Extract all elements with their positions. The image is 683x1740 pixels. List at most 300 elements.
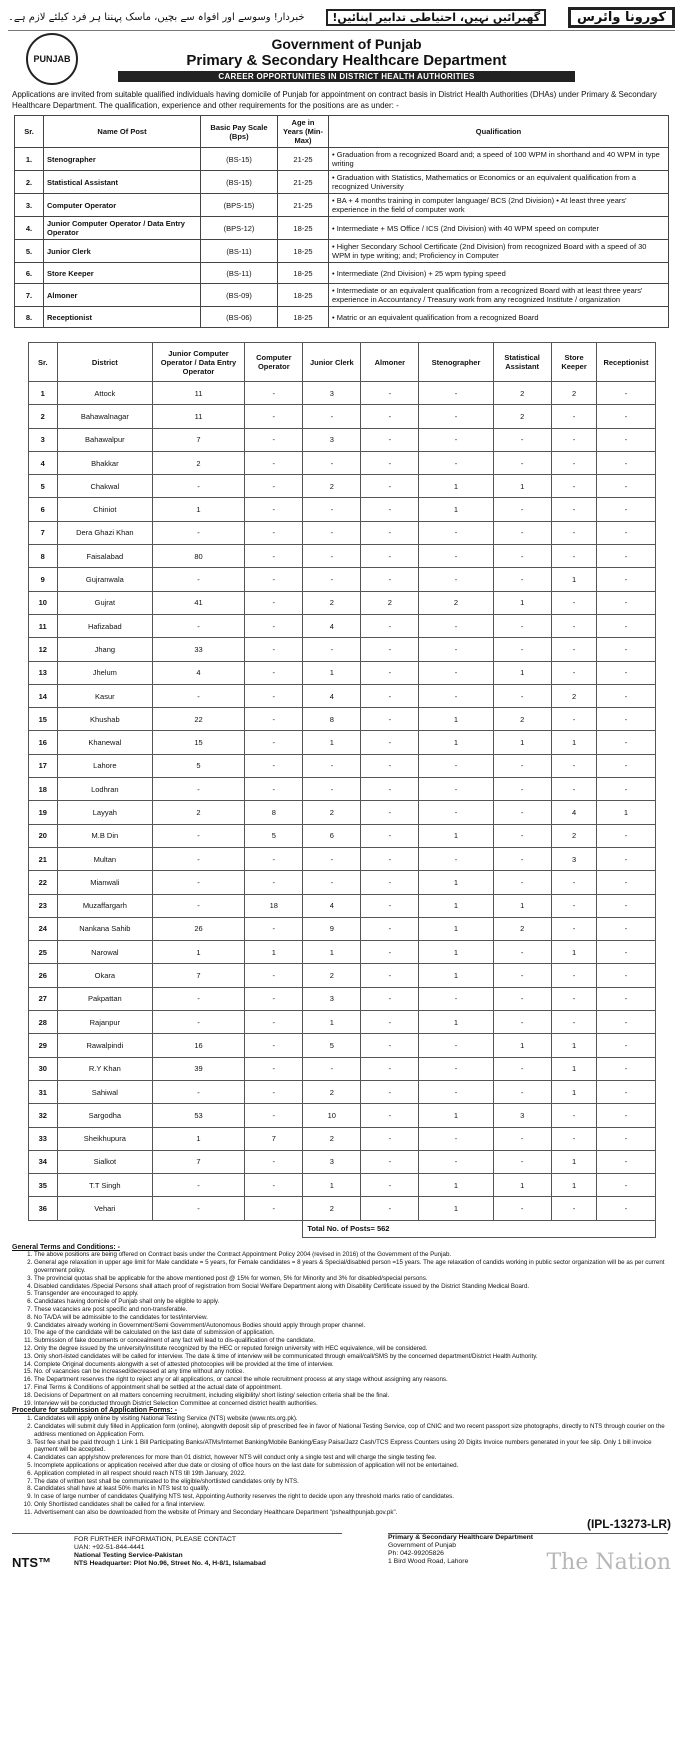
district-cell: -	[493, 941, 551, 964]
district-cell: -	[597, 894, 655, 917]
district-cell: -	[245, 382, 303, 405]
district-row	[28, 917, 655, 940]
district-row	[28, 638, 655, 661]
district-row	[28, 661, 655, 684]
general-term-item: 8. No TA/DA will be admissible to the candidates for test/interview.	[34, 1314, 671, 1322]
punjab-logo-icon	[26, 33, 78, 85]
procedure-item: 2. Candidates will submit duly filled in Application form (online), alongwith deposit slip of prescribed fee in favor of National Testing Service, cop of CNIC and two recent passport size photographs, directly to NTS through courier on the address mentioned on Application Form.	[34, 1423, 671, 1439]
district-cell: -	[152, 987, 245, 1010]
district-cell: -	[152, 847, 245, 870]
district-cell: -	[152, 475, 245, 498]
district-cell: 1	[303, 1011, 361, 1034]
posts-cell: (BPS-15)	[201, 194, 278, 217]
district-cell: -	[245, 964, 303, 987]
district-row	[28, 475, 655, 498]
district-cell: -	[361, 964, 419, 987]
district-cell: -	[245, 1174, 303, 1197]
district-cell: -	[597, 778, 655, 801]
district-cell: 2	[152, 801, 245, 824]
district-cell: -	[551, 917, 597, 940]
district-cell: -	[419, 684, 493, 707]
nts-line: UAN: +92-51-844-4441	[74, 1543, 145, 1551]
district-cell: 26	[28, 964, 58, 987]
district-cell: Sargodha	[58, 1104, 153, 1127]
district-cell: -	[361, 428, 419, 451]
district-cell: -	[361, 801, 419, 824]
district-cell: -	[551, 987, 597, 1010]
district-cell: 18	[28, 778, 58, 801]
nts-line: NTS Headquarter: Plot No.96, Street No. 4, H-8/1, Islamabad	[74, 1560, 266, 1568]
district-cell: -	[419, 801, 493, 824]
posts-cell: (BS-11)	[201, 263, 278, 284]
district-cell: -	[245, 545, 303, 568]
logo-text: PUNJAB	[33, 54, 71, 64]
posts-cell: 3.	[15, 194, 44, 217]
district-cell: 2	[303, 964, 361, 987]
district-cell: 4	[28, 451, 58, 474]
district-cell: -	[361, 731, 419, 754]
urdu-corona-label: کورونا وائرس	[568, 7, 675, 28]
district-cell: 3	[551, 847, 597, 870]
district-cell: 1	[419, 917, 493, 940]
district-cell: 4	[152, 661, 245, 684]
district-cell: 6	[28, 498, 58, 521]
district-cell: -	[493, 614, 551, 637]
nts-line: National Testing Service-Pakistan	[74, 1551, 183, 1559]
posts-cell: • Matric or an equivalent qualification from a recognized Board	[329, 307, 669, 328]
district-cell: -	[597, 824, 655, 847]
district-cell: -	[597, 1011, 655, 1034]
posts-cell: 7.	[15, 284, 44, 307]
district-row	[28, 451, 655, 474]
district-cell: -	[152, 568, 245, 591]
district-cell: -	[551, 521, 597, 544]
district-cell: 10	[28, 591, 58, 614]
district-cell: -	[303, 778, 361, 801]
district-cell: -	[597, 708, 655, 731]
district-cell: Jhelum	[58, 661, 153, 684]
general-term-item: 11. Submission of fake documents or concealment of any fact will lead to dis-qualification of the candidate.	[34, 1337, 671, 1345]
district-cell: -	[361, 498, 419, 521]
district-cell: -	[152, 778, 245, 801]
posts-cell: Junior Computer Operator / Data Entry Operator	[44, 217, 201, 240]
district-cell: 3	[303, 1150, 361, 1173]
district-cell: Sahiwal	[58, 1080, 153, 1103]
district-cell: Okara	[58, 964, 153, 987]
procedure-item: 1. Candidates will apply online by visiting National Testing Service (NTS) website (www.nts.org.pk).	[34, 1415, 671, 1423]
district-header-cell: Junior Clerk	[303, 343, 361, 382]
district-cell: -	[152, 684, 245, 707]
district-cell: -	[245, 1057, 303, 1080]
nts-contact-box	[12, 1533, 342, 1572]
district-cell: -	[152, 521, 245, 544]
district-cell: Pakpattan	[58, 987, 153, 1010]
district-header-cell: District	[58, 343, 153, 382]
district-cell: T.T Singh	[58, 1174, 153, 1197]
district-row	[28, 614, 655, 637]
posts-cell: (BS-09)	[201, 284, 278, 307]
district-header-cell: Almoner	[361, 343, 419, 382]
district-cell: 1	[493, 1034, 551, 1057]
district-cell: 1	[551, 1150, 597, 1173]
district-cell: 9	[303, 917, 361, 940]
district-cell: 1	[597, 801, 655, 824]
general-term-item: 4. Disabled candidates /Special Persons shall attach proof of registration from Social Welfare Department along with Disability Certificate issued by the District Standing Medical Board.	[34, 1283, 671, 1291]
district-cell: -	[245, 871, 303, 894]
posts-cell: • BA + 4 months training in computer language/ BCS (2nd Division) • At least three years' experience in the field of computer work	[329, 194, 669, 217]
district-cell: -	[419, 661, 493, 684]
district-row	[28, 894, 655, 917]
career-banner: CAREER OPPORTUNITIES IN DISTRICT HEALTH AUTHORITIES	[118, 71, 575, 82]
district-header-cell: Receptionist	[597, 343, 655, 382]
posts-cell: • Intermediate or an equivalent qualification from a recognized Board with at least three years' experience in Accountancy / Treasury work from any recognized Institute / organization	[329, 284, 669, 307]
district-cell: -	[245, 638, 303, 661]
posts-cell: • Intermediate + MS Office / ICS (2nd Division) with 40 WPM speed on computer	[329, 217, 669, 240]
district-cell: -	[361, 638, 419, 661]
district-cell: -	[597, 731, 655, 754]
district-cell: Rawalpindi	[58, 1034, 153, 1057]
district-cell: -	[361, 1034, 419, 1057]
district-cell: -	[245, 917, 303, 940]
terms-section	[12, 1244, 671, 1517]
district-cell: -	[551, 894, 597, 917]
district-cell: -	[493, 545, 551, 568]
district-cell: Mianwali	[58, 871, 153, 894]
district-row	[28, 824, 655, 847]
district-cell: -	[245, 1150, 303, 1173]
district-cell: 2	[551, 382, 597, 405]
procedure-item: 3. Test fee shall be paid through 1 Link 1 Bill Participating Banks/ATMs/Internet Banking/Mobile Banking/Easy Paisa/Jazz Cash/TCS Express Counters using 20 Digits Invoice numbers generated in your fee slip. Only 1 bill invoice payment will be accepted.	[34, 1439, 671, 1455]
posts-row	[15, 171, 669, 194]
district-cell: 14	[28, 684, 58, 707]
district-cell: -	[361, 1127, 419, 1150]
posts-cell: 1.	[15, 148, 44, 171]
district-cell: R.Y Khan	[58, 1057, 153, 1080]
district-cell: -	[152, 894, 245, 917]
district-cell: 31	[28, 1080, 58, 1103]
district-cell: -	[152, 1197, 245, 1220]
district-cell: -	[493, 498, 551, 521]
district-cell: -	[361, 568, 419, 591]
district-cell: Lahore	[58, 754, 153, 777]
district-cell: -	[152, 1174, 245, 1197]
posts-cell: (BS-06)	[201, 307, 278, 328]
district-row	[28, 1104, 655, 1127]
district-cell: 1	[419, 731, 493, 754]
district-cell: -	[419, 638, 493, 661]
district-cell: 8	[245, 801, 303, 824]
district-cell: -	[493, 684, 551, 707]
district-cell: 19	[28, 801, 58, 824]
district-cell: -	[152, 614, 245, 637]
district-row	[28, 987, 655, 1010]
procedure-item: 4. Candidates can apply/show preferences for more than 01 district, however NTS will conduct only a single test and will charge the single testing fee.	[34, 1454, 671, 1462]
district-cell: -	[361, 521, 419, 544]
district-row	[28, 1127, 655, 1150]
district-row	[28, 428, 655, 451]
district-cell: 1	[419, 475, 493, 498]
posts-cell: 8.	[15, 307, 44, 328]
district-cell: 5	[28, 475, 58, 498]
government-title: Government of Punjab	[271, 36, 422, 52]
district-cell: 1	[493, 661, 551, 684]
district-header-cell: Statistical Assistant	[493, 343, 551, 382]
district-cell: Kasur	[58, 684, 153, 707]
posts-cell: • Graduation with Statistics, Mathematics or Economics or an equivalent qualification from a recognized University	[329, 171, 669, 194]
posts-table	[14, 115, 669, 328]
district-cell: Bahawalnagar	[58, 405, 153, 428]
district-row	[28, 964, 655, 987]
district-cell: Gujranwala	[58, 568, 153, 591]
district-cell: 21	[28, 847, 58, 870]
district-cell: -	[419, 1080, 493, 1103]
district-cell: -	[361, 847, 419, 870]
district-table	[28, 342, 656, 1238]
district-cell: 8	[303, 708, 361, 731]
district-cell: 1	[419, 871, 493, 894]
district-cell: 12	[28, 638, 58, 661]
district-cell: -	[303, 847, 361, 870]
footer	[8, 1516, 675, 1575]
posts-cell: Receptionist	[44, 307, 201, 328]
district-cell: -	[597, 661, 655, 684]
posts-header-cell: Age in Years (Min-Max)	[278, 116, 329, 148]
ipl-code: (IPL-13273-LR)	[586, 1516, 671, 1531]
district-cell: -	[419, 405, 493, 428]
district-cell: -	[361, 1150, 419, 1173]
district-cell: 1	[419, 1011, 493, 1034]
district-cell: 1	[419, 1104, 493, 1127]
posts-cell: Computer Operator	[44, 194, 201, 217]
district-cell: -	[597, 847, 655, 870]
district-cell: 7	[245, 1127, 303, 1150]
district-cell: 2	[361, 591, 419, 614]
district-cell: 22	[152, 708, 245, 731]
district-cell: -	[551, 591, 597, 614]
urdu-caution: گھبرائیں نہیں، احتیاطی تدابیر اپنائیں!	[326, 9, 546, 26]
district-cell: -	[551, 964, 597, 987]
district-row	[28, 871, 655, 894]
district-cell: 53	[152, 1104, 245, 1127]
posts-cell: 2.	[15, 171, 44, 194]
district-cell: 1	[419, 1174, 493, 1197]
district-cell: 1	[493, 894, 551, 917]
district-cell: 2	[303, 475, 361, 498]
district-row	[28, 778, 655, 801]
district-cell: -	[152, 1080, 245, 1103]
district-cell: -	[361, 917, 419, 940]
district-cell: 39	[152, 1057, 245, 1080]
district-cell: 2	[303, 1080, 361, 1103]
district-cell: -	[493, 1197, 551, 1220]
general-term-item: 14. Complete Original documents alongwith a set of attested photocopies will be provided at the time of interview.	[34, 1361, 671, 1369]
district-cell: 24	[28, 917, 58, 940]
district-cell: 7	[152, 1150, 245, 1173]
district-cell: 28	[28, 1011, 58, 1034]
district-cell: 2	[303, 1197, 361, 1220]
district-cell: -	[361, 871, 419, 894]
district-cell: 1	[551, 1174, 597, 1197]
district-cell: -	[493, 1080, 551, 1103]
district-cell: -	[245, 1197, 303, 1220]
district-cell: -	[551, 614, 597, 637]
district-row	[28, 521, 655, 544]
district-cell: 22	[28, 871, 58, 894]
district-cell: -	[597, 638, 655, 661]
district-cell: -	[361, 1057, 419, 1080]
district-row	[28, 1174, 655, 1197]
posts-cell: 18-25	[278, 284, 329, 307]
district-cell: -	[493, 964, 551, 987]
posts-row	[15, 240, 669, 263]
psd-line: Primary & Secondary Healthcare Department	[388, 1533, 534, 1541]
district-cell: 29	[28, 1034, 58, 1057]
district-cell: -	[493, 987, 551, 1010]
district-cell: -	[597, 917, 655, 940]
district-cell: 1	[419, 1197, 493, 1220]
district-cell: 6	[303, 824, 361, 847]
district-cell: -	[245, 847, 303, 870]
district-row	[28, 591, 655, 614]
district-cell: -	[419, 1127, 493, 1150]
district-cell: 4	[303, 614, 361, 637]
district-row	[28, 568, 655, 591]
district-cell: -	[493, 1127, 551, 1150]
district-header-cell: Junior Computer Operator / Data Entry Operator	[152, 343, 245, 382]
district-cell: -	[245, 684, 303, 707]
district-cell: -	[245, 778, 303, 801]
district-row	[28, 684, 655, 707]
district-cell: 1	[152, 498, 245, 521]
district-cell: -	[303, 1057, 361, 1080]
nts-line: FOR FURTHER INFORMATION, PLEASE CONTACT	[74, 1535, 236, 1543]
district-cell: -	[303, 405, 361, 428]
posts-cell: 18-25	[278, 240, 329, 263]
posts-cell: Junior Clerk	[44, 240, 201, 263]
district-cell: -	[361, 708, 419, 731]
posts-row	[15, 194, 669, 217]
district-cell: 5	[152, 754, 245, 777]
district-cell: 1	[493, 591, 551, 614]
district-cell: 1	[493, 731, 551, 754]
district-cell: -	[245, 1080, 303, 1103]
district-cell: -	[597, 545, 655, 568]
district-cell: -	[303, 451, 361, 474]
district-cell: 3	[303, 987, 361, 1010]
advertisement-page	[8, 4, 675, 1575]
general-term-item: 2. General age relaxation in upper age limit for Male candidate = 5 years, for Female candidates = 8 years & Special/disabled person =15 years. The age relaxation of candids working in public sector organization will be as per current government policy.	[34, 1259, 671, 1275]
district-cell: -	[361, 1104, 419, 1127]
newspaper-watermark: The Nation	[546, 1549, 671, 1575]
district-cell: -	[493, 871, 551, 894]
district-cell: -	[361, 987, 419, 1010]
posts-cell: (BPS-12)	[201, 217, 278, 240]
district-row	[28, 731, 655, 754]
district-cell: -	[551, 1197, 597, 1220]
district-cell: 3	[493, 1104, 551, 1127]
district-cell: 1	[493, 1174, 551, 1197]
district-cell: -	[245, 987, 303, 1010]
district-cell: -	[361, 475, 419, 498]
district-cell: 13	[28, 661, 58, 684]
district-cell: -	[597, 684, 655, 707]
district-cell: 3	[303, 428, 361, 451]
district-cell: -	[597, 871, 655, 894]
posts-cell: (BS-15)	[201, 148, 278, 171]
district-cell: 9	[28, 568, 58, 591]
district-cell: -	[551, 498, 597, 521]
district-cell: -	[597, 498, 655, 521]
general-term-item: 9. Candidates already working in Government/Semi Government/Autonomous Bodies should apply through proper channel.	[34, 1322, 671, 1330]
district-cell: 1	[419, 708, 493, 731]
district-row	[28, 1150, 655, 1173]
district-cell: -	[361, 894, 419, 917]
district-cell: -	[245, 614, 303, 637]
district-cell: -	[597, 1197, 655, 1220]
posts-cell: • Graduation from a recognized Board and; a speed of 100 WPM in shorthand and 40 WPM in type writing	[329, 148, 669, 171]
district-cell: -	[597, 382, 655, 405]
district-cell: -	[419, 521, 493, 544]
general-term-item: 12. Only the degree issued by the university/institute recognized by the HEC or reputed foreign university with HEC equivalence, will be considered.	[34, 1345, 671, 1353]
district-cell: -	[361, 684, 419, 707]
posts-header-cell: Basic Pay Scale (Bps)	[201, 116, 278, 148]
posts-cell: 4.	[15, 217, 44, 240]
district-cell: -	[597, 1080, 655, 1103]
district-cell: 2	[419, 591, 493, 614]
district-cell: 26	[152, 917, 245, 940]
district-cell: -	[245, 731, 303, 754]
posts-cell: (BS-15)	[201, 171, 278, 194]
district-cell: 5	[303, 1034, 361, 1057]
district-cell: 1	[551, 1080, 597, 1103]
district-cell: 10	[303, 1104, 361, 1127]
district-cell: 1	[551, 1057, 597, 1080]
district-cell: 15	[28, 708, 58, 731]
posts-cell: Statistical Assistant	[44, 171, 201, 194]
district-cell: Nankana Sahib	[58, 917, 153, 940]
district-cell: -	[551, 754, 597, 777]
general-term-item: 15. No. of vacancies can be increased/decreased at any time without any notice.	[34, 1368, 671, 1376]
district-row	[28, 382, 655, 405]
district-cell: -	[361, 451, 419, 474]
district-cell: 11	[152, 405, 245, 428]
district-row	[28, 708, 655, 731]
district-cell: 5	[245, 824, 303, 847]
district-cell: 7	[152, 964, 245, 987]
district-row	[28, 801, 655, 824]
district-cell: Lodhran	[58, 778, 153, 801]
procedure-heading: Procedure for submission of Application Forms: -	[12, 1407, 178, 1415]
district-cell: 11	[28, 614, 58, 637]
district-cell: 2	[303, 801, 361, 824]
district-cell: -	[551, 451, 597, 474]
district-cell: -	[597, 941, 655, 964]
district-cell: 25	[28, 941, 58, 964]
posts-cell: 5.	[15, 240, 44, 263]
district-cell: Sheikhupura	[58, 1127, 153, 1150]
district-cell: -	[245, 1011, 303, 1034]
district-cell: Gujrat	[58, 591, 153, 614]
district-cell: -	[597, 964, 655, 987]
district-cell: -	[597, 405, 655, 428]
district-cell: 7	[28, 521, 58, 544]
district-cell: Sialkot	[58, 1150, 153, 1173]
district-cell: -	[419, 382, 493, 405]
procedure-item: 9. In case of large number of candidates Qualifying NTS test, Appointing Authority reserves the right to decide upon any threshold marks ratio of candidates.	[34, 1493, 671, 1501]
district-cell: -	[493, 451, 551, 474]
district-cell: 80	[152, 545, 245, 568]
district-cell: -	[597, 1057, 655, 1080]
